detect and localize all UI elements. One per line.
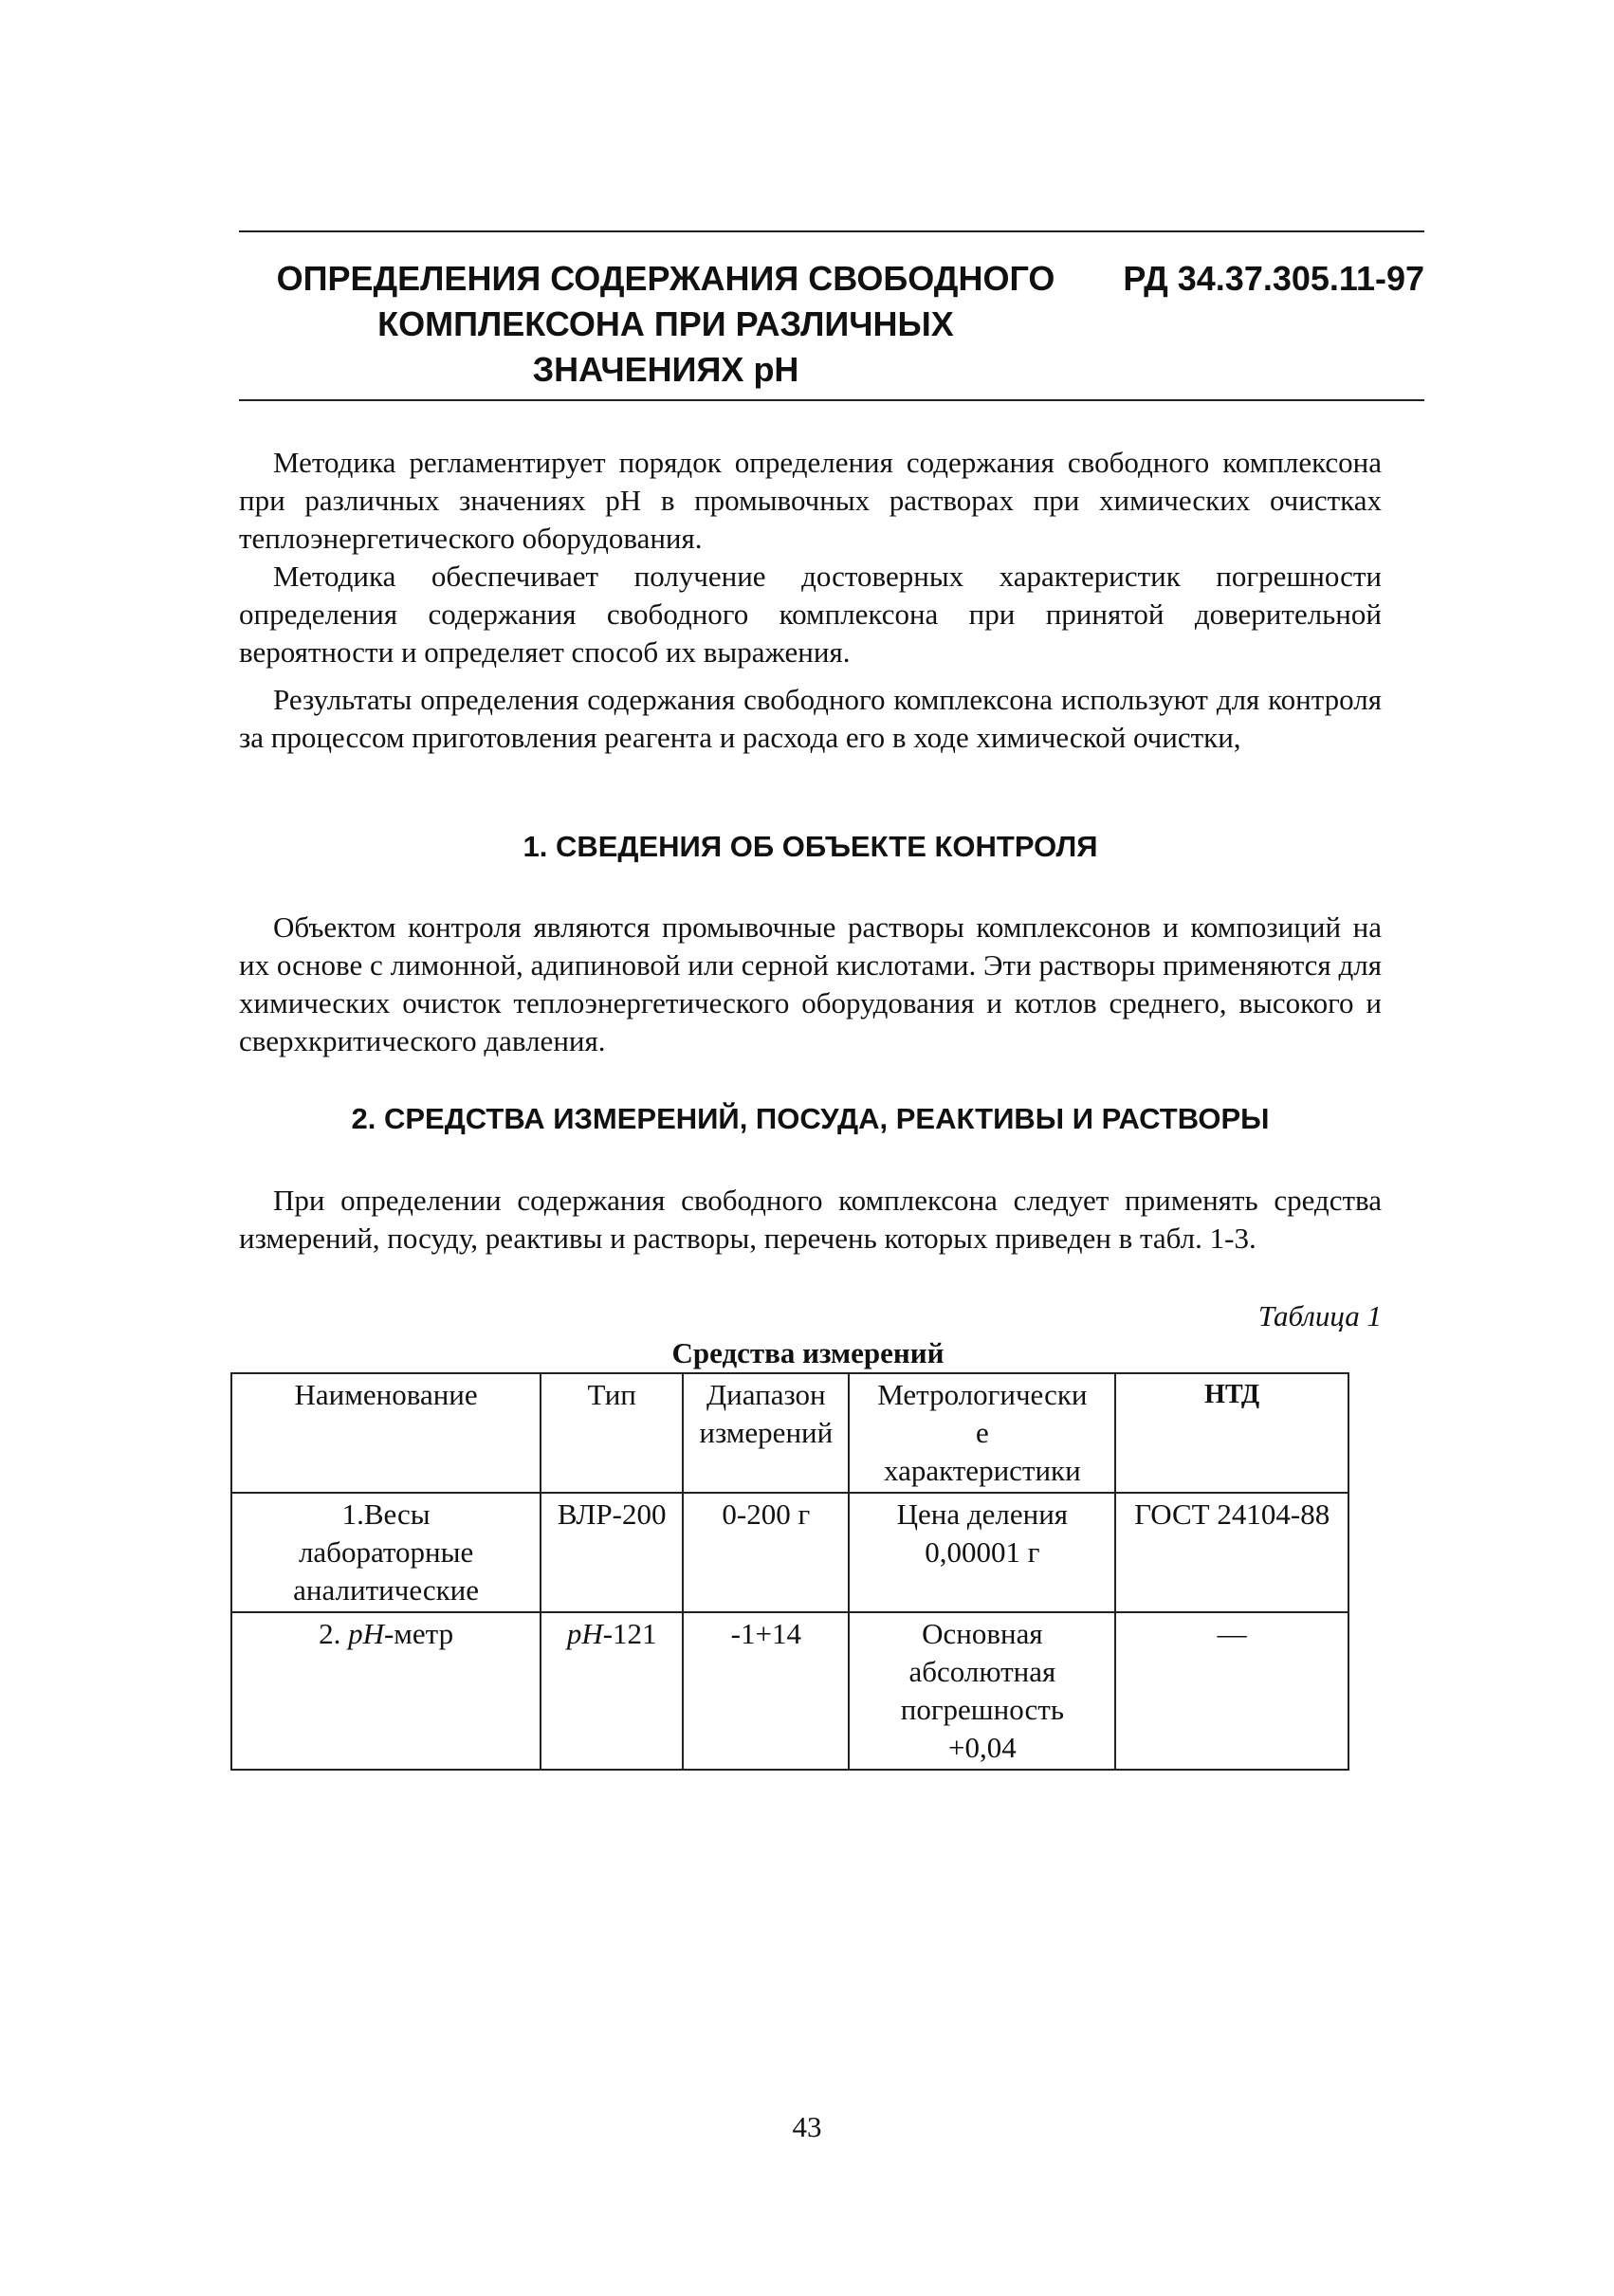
row1-ntd: ГОСТ 24104-88 — [1115, 1493, 1348, 1612]
intro-paragraph-3: Результаты определения содержания свободного комплексона используют для контроля за процессом приготовления реагента и расхода его в ходе химической очистки, — [239, 683, 1382, 754]
section-1-heading: 1. СВЕДЕНИЯ ОБ ОБЪЕКТЕ КОНТРОЛЯ — [523, 830, 1098, 863]
section-1-text — [239, 909, 1382, 1060]
row2-ntd: — — [1115, 1612, 1348, 1770]
header-range: Диапазон измерений — [683, 1373, 849, 1493]
row2-range: -1+14 — [683, 1612, 849, 1770]
intro-text — [239, 444, 1382, 757]
table-row — [231, 1493, 1348, 1612]
table-label: Таблица 1 — [1257, 1299, 1382, 1332]
row1-type: ВЛР-200 — [541, 1493, 683, 1612]
page-number: 43 — [792, 2110, 822, 2143]
row1-name: 1.Весы лабораторные аналитические — [231, 1493, 541, 1612]
row2-type: pH-121 — [541, 1612, 683, 1770]
header-ntd: НТД — [1115, 1373, 1348, 1493]
title-line-2: КОМПЛЕКСОНА ПРИ РАЗЛИЧНЫХ — [377, 304, 954, 343]
header-top-rule — [239, 230, 1424, 232]
section-1-paragraph: Объектом контроля являются промывочные растворы комплексонов и композиций на их основе с лимонной, адипиновой или серной кислотами. Эти растворы применяются для химических очисток теплоэнергетического оборудования и котлов среднего, высокого и сверхкритического давления. — [239, 910, 1382, 1057]
section-2-text — [239, 1182, 1382, 1258]
table-caption: Средства измерений — [671, 1336, 945, 1369]
header-name: Наименование — [231, 1373, 541, 1493]
header-bottom-rule — [239, 399, 1424, 401]
title-line-1: ОПРЕДЕЛЕНИЯ СОДЕРЖАНИЯ СВОБОДНОГО — [276, 259, 1055, 298]
row1-metrology: Цена деления 0,00001 г — [849, 1493, 1115, 1612]
table-header-row — [231, 1373, 1348, 1493]
intro-paragraph-1: Методика регламентирует порядок определения содержания свободного комплексона при различных значениях pH в промывочных растворах при химических очистках теплоэнергетического оборудования. — [239, 446, 1382, 555]
header-type: Тип — [541, 1373, 683, 1493]
measuring-instruments-table — [230, 1372, 1349, 1771]
section-2-paragraph: При определении содержания свободного комплексона следует применять средства измерений, посуду, реактивы и растворы, перечень которых приведен в табл. 1-3. — [239, 1184, 1382, 1255]
section-2-heading: 2. СРЕДСТВА ИЗМЕРЕНИЙ, ПОСУДА, РЕАКТИВЫ И РАСТВОРЫ — [351, 1102, 1270, 1135]
table-row — [231, 1612, 1348, 1770]
row2-metrology: Основная абсолютная погрешность +0,04 — [849, 1612, 1115, 1770]
row2-name: 2. pH-метр — [231, 1612, 541, 1770]
header-metrology: Метрологически е характеристики — [849, 1373, 1115, 1493]
document-code: РД 34.37.305.11-97 — [1123, 259, 1424, 298]
intro-paragraph-2: Методика обеспечивает получение достоверных характеристик погрешности определения содержания свободного комплексона при принятой доверительной вероятности и определяет способ их выражения. — [239, 560, 1382, 669]
document-title — [239, 256, 1092, 393]
row1-range: 0-200 г — [683, 1493, 849, 1612]
title-line-3: ЗНАЧЕНИЯХ pH — [532, 350, 799, 389]
document-header — [239, 256, 1424, 394]
